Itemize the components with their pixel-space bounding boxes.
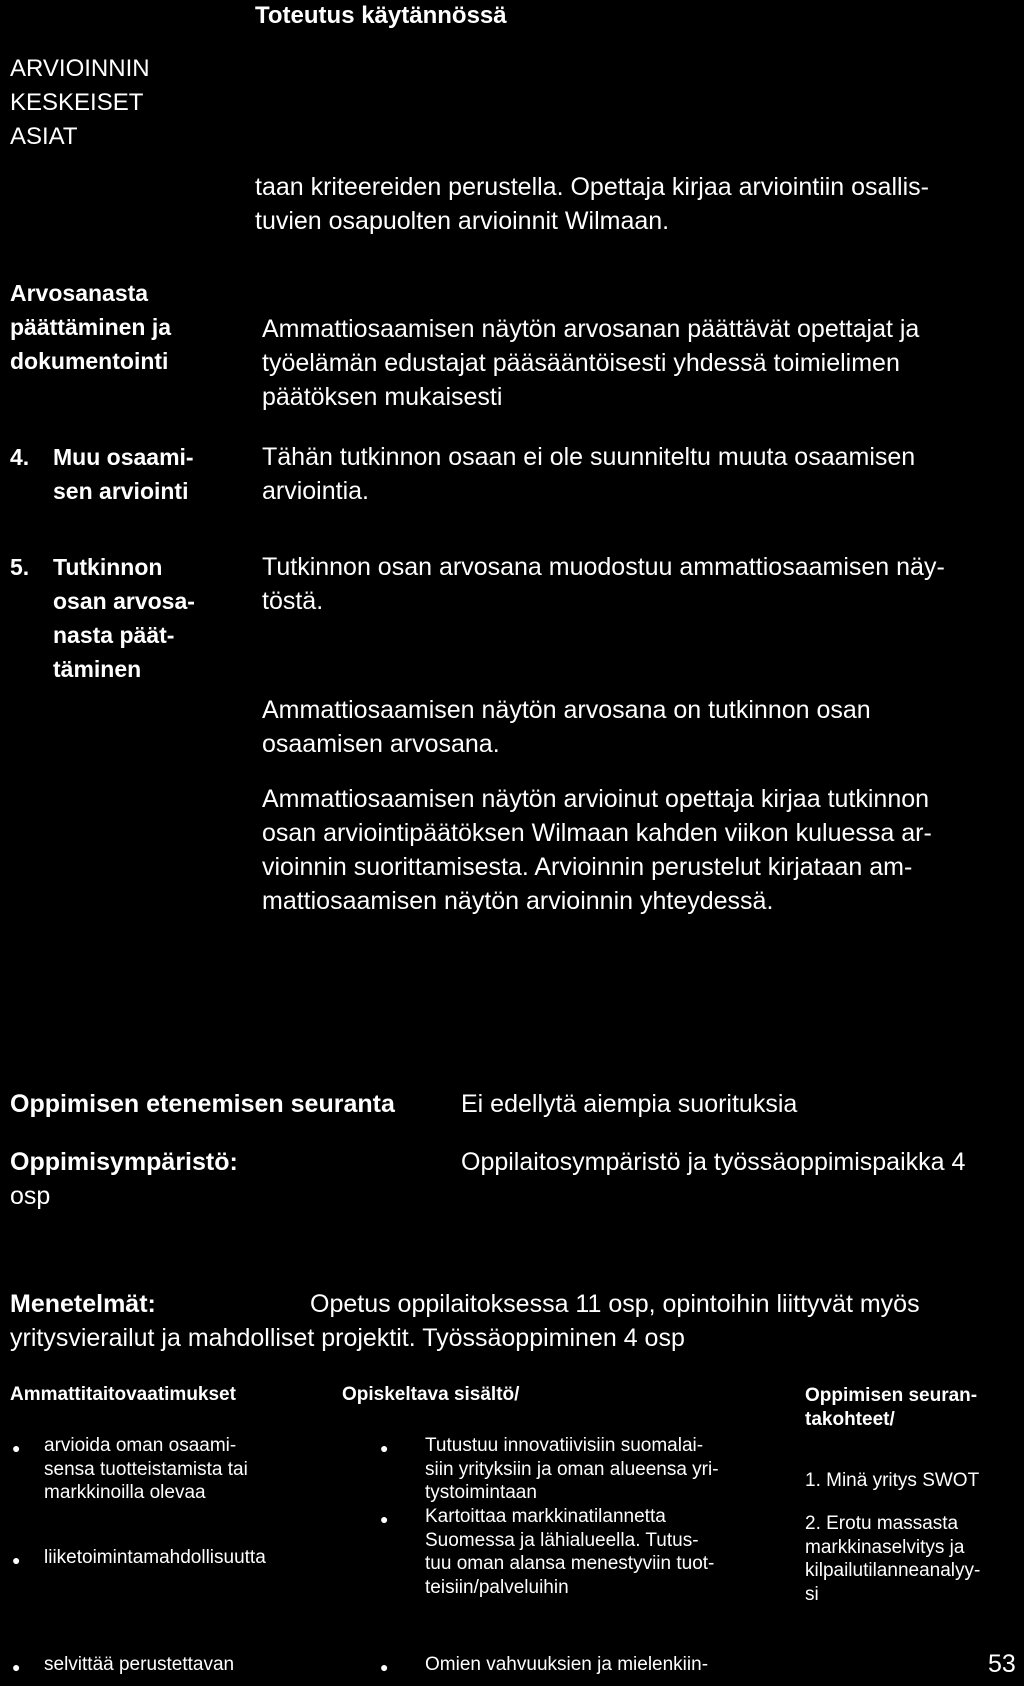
list-item: liiketoimintamahdollisuutta bbox=[44, 1547, 266, 1568]
grade-decision-paragraph-3: Ammattiosaamisen näytön arvioinut opettaja kirjaa tutkinnon osan arviointipäätöksen Wilmaan kahden viikon kuluessa ar- vioinnin suorittamisesta. Arvioinnin perustelut kirjataan am- mattiosaamisen näytön arvioinnin yhteydessä. bbox=[262, 785, 932, 915]
table-header-content: Opiskeltava sisältö/ bbox=[342, 1384, 520, 1405]
other-assessment-text: Tähän tutkinnon osaan ei ole suunniteltu muuta osaamisen arviointia. bbox=[262, 443, 916, 505]
list-item: 1. Minä yritys SWOT bbox=[805, 1470, 980, 1491]
section-heading: Toteutus käytännössä bbox=[255, 2, 507, 29]
list-item: Kartoittaa markkinatilannetta Suomessa ja lähialueella. Tutus- tuu oman alansa menestyviin tuot- teisiin/palveluihin bbox=[425, 1506, 715, 1598]
list-item: Omien vahvuuksien ja mielenkiin- bbox=[425, 1654, 709, 1675]
bullet-icon: ● bbox=[380, 1511, 389, 1527]
assessment-key-points-heading: ARVIOINNIN KESKEISET ASIAT bbox=[10, 55, 150, 150]
grade-decision-number: 5. bbox=[10, 554, 30, 580]
table-header-monitoring: Oppimisen seuran- takohteet/ bbox=[805, 1385, 978, 1430]
methods-label: Menetelmät: bbox=[10, 1290, 156, 1318]
bullet-icon: ● bbox=[12, 1659, 21, 1675]
grade-decision-paragraph-2: Ammattiosaamisen näytön arvosana on tutkinnon osan osaamisen arvosana. bbox=[262, 696, 871, 758]
methods-line2: yritysvierailut ja mahdolliset projektit. Työssäoppiminen 4 osp bbox=[10, 1324, 685, 1352]
grading-docs-label: Arvosanasta päättäminen ja dokumentointi bbox=[10, 280, 172, 374]
bullet-icon: ● bbox=[12, 1440, 21, 1456]
grade-decision-paragraph-1: Tutkinnon osan arvosana muodostuu ammattiosaamisen näy- töstä. bbox=[262, 553, 945, 615]
learning-environment-value: Oppilaitosympäristö ja työssäoppimispaikka 4 bbox=[461, 1148, 966, 1176]
bullet-icon: ● bbox=[12, 1552, 21, 1568]
list-item: Tutustuu innovatiivisiin suomalai- siin yrityksiin ja oman alueensa yri- tystoimintaan bbox=[425, 1435, 719, 1503]
table-header-requirements: Ammattitaitovaatimukset bbox=[10, 1384, 236, 1405]
criteria-continuation-text: taan kriteereiden perustella. Opettaja kirjaa arviointiin osallis- tuvien osapuolten arvioinnit Wilmaan. bbox=[255, 173, 929, 235]
list-item: 2. Erotu massasta markkinaselvitys ja kilpailutilanneanalyy- si bbox=[805, 1513, 981, 1605]
list-item: selvittää perustettavan bbox=[44, 1654, 235, 1675]
other-assessment-number: 4. bbox=[10, 444, 30, 470]
other-assessment-label: Muu osaami- sen arviointi bbox=[53, 444, 194, 504]
progress-monitoring-label: Oppimisen etenemisen seuranta bbox=[10, 1090, 395, 1118]
progress-monitoring-value: Ei edellytä aiempia suorituksia bbox=[461, 1090, 798, 1118]
learning-environment-label: Oppimisympäristö: bbox=[10, 1148, 238, 1176]
methods-value: Opetus oppilaitoksessa 11 osp, opintoihin liittyvät myös bbox=[310, 1290, 920, 1318]
bullet-icon: ● bbox=[380, 1440, 389, 1456]
page-number: 53 bbox=[988, 1650, 1016, 1678]
list-item: arvioida oman osaami- sensa tuotteistamista tai markkinoilla olevaa bbox=[44, 1435, 248, 1503]
grading-docs-text: Ammattiosaamisen näytön arvosanan päättävät opettajat ja työelämän edustajat pääsääntöisesti yhdessä toimielimen päätöksen mukaisesti bbox=[262, 315, 920, 411]
grade-decision-label: Tutkinnon osan arvosa- nasta päät- täminen bbox=[53, 554, 195, 682]
bullet-icon: ● bbox=[380, 1659, 389, 1675]
learning-environment-overflow: osp bbox=[10, 1182, 51, 1210]
